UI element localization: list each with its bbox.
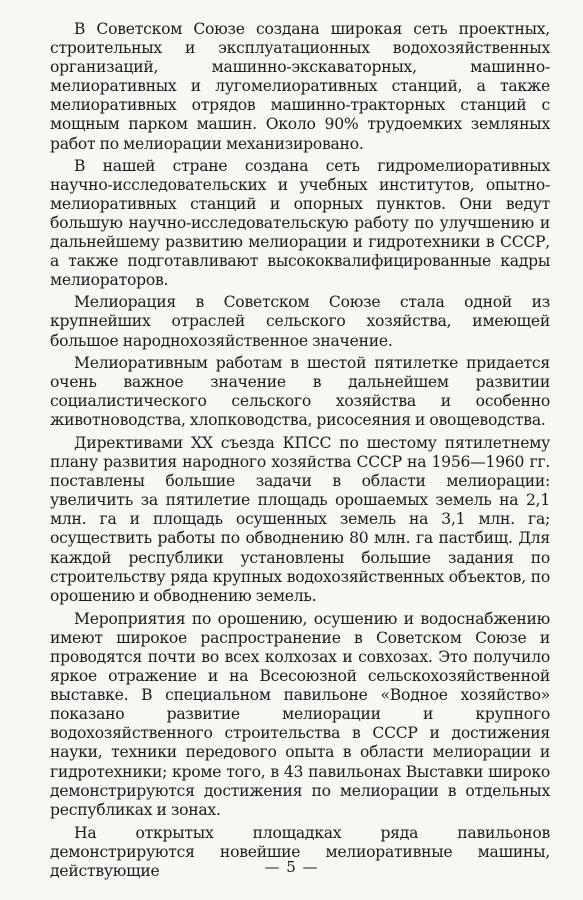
- paragraph-6: Мероприятия по орошению, осушению и водоснабжению имеют широкое распространение в Советском Союзе и проводятся почти во всех колхозах и совхозах. Это получило яркое отражение и на Всесоюзной сельскохозяйственной выставке. В специальном павильоне «Водное хозяйство» показано развитие мелиорации и крупного водохозяйственного строительства в СССР и достижения науки, техники передового опыта в области мелиорации и гидротехники; кроме того, в 43 павильонах Выставки широко демонстрируются достижения по мелиорации в отдельных республиках и зонах.: [50, 609, 550, 819]
- page-text: [50, 20, 550, 881]
- paragraph-3: Мелиорация в Советском Союзе стала одной из крупнейших отраслей сельского хозяйства, имеющей большое народнохозяйственное значение.: [50, 293, 550, 350]
- paragraph-2: В нашей стране создана сеть гидромелиоративных научно-исследовательских и учебных институтов, опытно-мелиоративных станций и опорных пунктов. Они ведут большую научно-исследовательскую работу по улучшению и дальнейшему развитию мелиорации и гидротехники в СССР, а также подготавливают высококвалифицированные кадры мелиораторов.: [50, 156, 550, 290]
- paragraph-7: На открытых площадках ряда павильонов демонстрируются новейшие мелиоративные машины, действующие: [50, 823, 550, 881]
- page-number: — 5 —: [264, 858, 319, 876]
- paragraph-4: Мелиоративным работам в шестой пятилетке придается очень важное значение в дальнейшем развитии социалистического сельского хозяйства и особенно животноводства, хлопководства, рисосеяния и овощеводства.: [50, 353, 550, 429]
- paragraph-1: В Советском Союзе создана широкая сеть проектных, строительных и эксплуатационных водохозяйственных организаций, машинно-экскаваторных, машинно-мелиоративных и лугомелиоративных станций, а также мелиоративных отрядов машинно-тракторных станций с мощным парком машин. Около 90% трудоемких земляных работ по мелиорации механизировано.: [50, 20, 550, 153]
- paragraph-5: Директивами XX съезда КПСС по шестому пятилетнему плану развития народного хозяйства СССР на 1956—1960 гг. поставлены большие задачи в области мелиорации: увеличить за пятилетие площадь орошаемых земель на 2,1 млн. га и площадь осушенных земель на 3,1 млн. га; осуществить работы по обводнению 80 млн. га пастбищ. Для каждой республики установлены большие задания по строительству ряда крупных водохозяйственных объектов, по орошению и обводнению земель.: [50, 433, 550, 605]
